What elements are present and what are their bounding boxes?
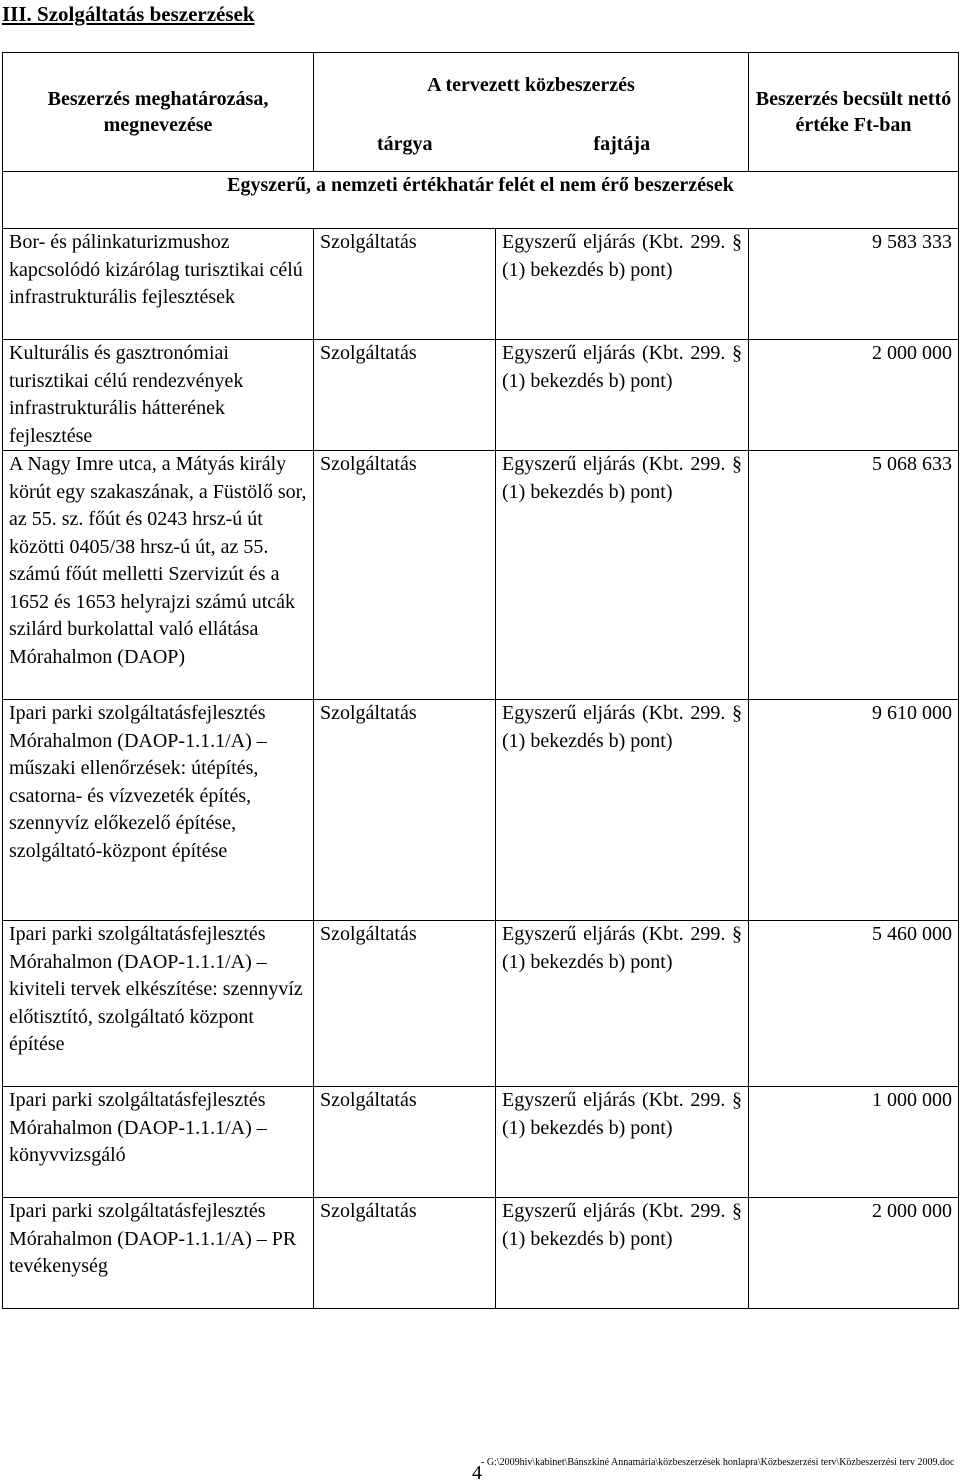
row-subject: Szolgáltatás — [314, 451, 496, 700]
row-subject: Szolgáltatás — [314, 1198, 496, 1309]
row-description: A Nagy Imre utca, a Mátyás király körút egy szakaszának, a Füstölő sor, az 55. sz. főút és 0243 hrsz-ú út közötti 0405/38 hrsz-ú út, az 55. számú főút melletti Szervizút és a 1652 és 1653 helyrajzi számú utcák szilárd burkolattal való ellátása Mórahalmon (DAOP) — [3, 451, 314, 700]
row-kind: Egyszerű eljárás (Kbt. 299. § (1) bekezdés b) pont) — [496, 1087, 749, 1198]
section-title: Egyszerű, a nemzeti értékhatár felét el nem érő beszerzések — [3, 172, 959, 229]
row-value: 5 068 633 — [749, 451, 959, 700]
row-description: Ipari parki szolgáltatásfejlesztés Mórahalmon (DAOP-1.1.1/A) – műszaki ellenőrzések: útépítés, csatorna- és vízvezeték építés, szennyvíz előkezelő építése, szolgáltató-központ építése — [3, 700, 314, 921]
header-kind: fajtája — [496, 117, 749, 172]
row-subject: Szolgáltatás — [314, 921, 496, 1087]
row-subject: Szolgáltatás — [314, 340, 496, 451]
row-value: 9 610 000 — [749, 700, 959, 921]
row-kind: Egyszerű eljárás (Kbt. 299. § (1) bekezdés b) pont) — [496, 451, 749, 700]
row-subject: Szolgáltatás — [314, 700, 496, 921]
row-value: 5 460 000 — [749, 921, 959, 1087]
header-subject: tárgya — [314, 117, 496, 172]
table-row — [3, 1198, 959, 1309]
row-kind: Egyszerű eljárás (Kbt. 299. § (1) bekezdés b) pont) — [496, 700, 749, 921]
row-description: Ipari parki szolgáltatásfejlesztés Mórahalmon (DAOP-1.1.1/A) – PR tevékenység — [3, 1198, 314, 1309]
footer-file-path: - G:\2009hiv\kabinet\Bánszkiné Annamária\közbeszerzések honlapra\Közbeszerzési terv\Közbeszerzési terv 2009.doc — [481, 1457, 955, 1468]
row-value: 9 583 333 — [749, 229, 959, 340]
header-row-main — [3, 53, 959, 118]
header-definition: Beszerzés meghatározása, megnevezése — [3, 53, 314, 172]
header-value: Beszerzés becsült nettó értéke Ft-ban — [749, 53, 959, 172]
row-description: Bor- és pálinkaturizmushoz kapcsolódó kizárólag turisztikai célú infrastrukturális fejlesztések — [3, 229, 314, 340]
row-value: 1 000 000 — [749, 1087, 959, 1198]
table-row — [3, 700, 959, 921]
row-description: Ipari parki szolgáltatásfejlesztés Mórahalmon (DAOP-1.1.1/A) – könyvvizsgáló — [3, 1087, 314, 1198]
row-kind: Egyszerű eljárás (Kbt. 299. § (1) bekezdés b) pont) — [496, 340, 749, 451]
table-row — [3, 921, 959, 1087]
table-row — [3, 451, 959, 700]
table-row — [3, 1087, 959, 1198]
row-description: Kulturális és gasztronómiai turisztikai célú rendezvények infrastrukturális hátterének fejlesztése — [3, 340, 314, 451]
row-value: 2 000 000 — [749, 1198, 959, 1309]
row-value: 2 000 000 — [749, 340, 959, 451]
table-row — [3, 229, 959, 340]
table-row — [3, 340, 959, 451]
row-description: Ipari parki szolgáltatásfejlesztés Mórahalmon (DAOP-1.1.1/A) – kiviteli tervek elkészítése: szennyvíz előtisztító, szolgáltató központ építése — [3, 921, 314, 1087]
page-number: 4 — [472, 1462, 482, 1484]
procurement-table — [2, 52, 959, 1309]
row-subject: Szolgáltatás — [314, 229, 496, 340]
header-planned: A tervezett közbeszerzés — [314, 53, 749, 118]
page-heading: III. Szolgáltatás beszerzések — [2, 2, 255, 26]
row-subject: Szolgáltatás — [314, 1087, 496, 1198]
row-kind: Egyszerű eljárás (Kbt. 299. § (1) bekezdés b) pont) — [496, 1198, 749, 1309]
row-kind: Egyszerű eljárás (Kbt. 299. § (1) bekezdés b) pont) — [496, 921, 749, 1087]
section-row — [3, 172, 959, 229]
row-kind: Egyszerű eljárás (Kbt. 299. § (1) bekezdés b) pont) — [496, 229, 749, 340]
